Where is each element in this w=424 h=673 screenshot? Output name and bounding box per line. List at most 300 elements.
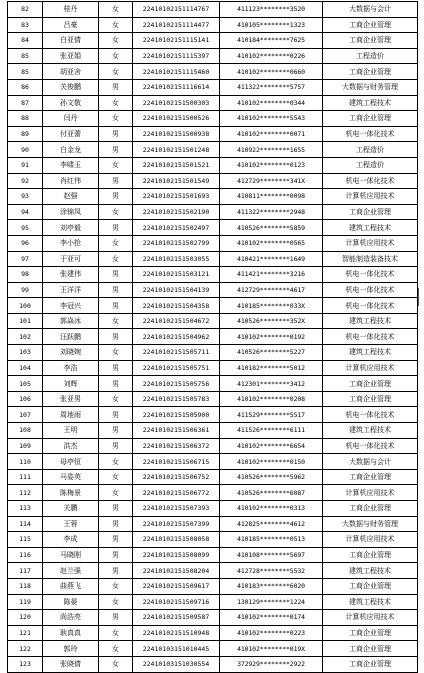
major-cell: 建筑工程技术 xyxy=(323,220,418,236)
sex-cell: 女 xyxy=(99,204,133,220)
major-cell: 工程造价 xyxy=(323,48,418,64)
name-cell: 王蓉 xyxy=(43,516,99,532)
student-roster-table xyxy=(7,1,418,673)
sex-cell: 女 xyxy=(99,345,133,361)
name-cell: 郭玲 xyxy=(43,641,99,657)
row-number-cell: 95 xyxy=(8,220,43,236)
student-id-cell: 22410102151506752 xyxy=(133,469,220,485)
id-card-cell: 412729********341X xyxy=(220,173,323,189)
id-card-cell: 410102********0565 xyxy=(220,235,323,251)
major-cell: 工商企业管理 xyxy=(323,625,418,641)
name-cell: 赵兰强 xyxy=(43,563,99,579)
row-number-cell: 109 xyxy=(8,438,43,454)
sex-cell: 女 xyxy=(99,95,133,111)
sex-cell: 男 xyxy=(99,407,133,423)
name-cell: 母亭恒 xyxy=(43,454,99,470)
sex-cell: 女 xyxy=(99,454,133,470)
row-number-cell: 112 xyxy=(8,485,43,501)
table-row xyxy=(8,594,418,610)
table-row xyxy=(8,204,418,220)
row-number-cell: 123 xyxy=(8,656,43,672)
row-number-cell: 91 xyxy=(8,157,43,173)
name-cell: 王明 xyxy=(43,423,99,439)
table-row xyxy=(8,438,418,454)
id-card-cell: 410102********6654 xyxy=(220,438,323,454)
student-id-cell: 22410102151501248 xyxy=(133,142,220,158)
major-cell: 工商企业管理 xyxy=(323,469,418,485)
table-row xyxy=(8,298,418,314)
id-card-cell: 412301********3412 xyxy=(220,376,323,392)
major-cell: 大数据与财务管理 xyxy=(323,516,418,532)
name-cell: 付亚蕾 xyxy=(43,126,99,142)
sex-cell: 女 xyxy=(99,2,133,18)
name-cell: 吕豪 xyxy=(43,17,99,33)
student-id-cell: 22410102151505900 xyxy=(133,407,220,423)
table-row xyxy=(8,376,418,392)
major-cell: 机电一体化技术 xyxy=(323,438,418,454)
student-id-cell: 22410102151115460 xyxy=(133,64,220,80)
sex-cell: 男 xyxy=(99,126,133,142)
sex-cell: 女 xyxy=(99,313,133,329)
row-number-cell: 99 xyxy=(8,282,43,298)
major-cell: 工商企业管理 xyxy=(323,111,418,127)
sex-cell: 男 xyxy=(99,329,133,345)
table-row xyxy=(8,532,418,548)
student-id-cell: 22410102151506372 xyxy=(133,438,220,454)
sex-cell: 女 xyxy=(99,235,133,251)
table-row xyxy=(8,189,418,205)
row-number-cell: 114 xyxy=(8,516,43,532)
student-id-cell: 22410102151503121 xyxy=(133,267,220,283)
table-row xyxy=(8,48,418,64)
student-id-cell: 22410102151508099 xyxy=(133,547,220,563)
row-number-cell: 85 xyxy=(8,64,43,80)
major-cell: 建筑工程技术 xyxy=(323,563,418,579)
table-row xyxy=(8,329,418,345)
major-cell: 工商企业管理 xyxy=(323,64,418,80)
row-number-cell: 102 xyxy=(8,329,43,345)
row-number-cell: 119 xyxy=(8,594,43,610)
sex-cell: 女 xyxy=(99,157,133,173)
major-cell: 工商企业管理 xyxy=(323,501,418,517)
id-card-cell: 410102********0208 xyxy=(220,391,323,407)
student-id-cell: 22410102151500526 xyxy=(133,111,220,127)
student-id-cell: 22410102151501521 xyxy=(133,157,220,173)
row-number-cell: 106 xyxy=(8,391,43,407)
table-row xyxy=(8,454,418,470)
sex-cell: 女 xyxy=(99,391,133,407)
major-cell: 计算机应用技术 xyxy=(323,235,418,251)
sex-cell: 男 xyxy=(99,189,133,205)
id-card-cell: 411526********6111 xyxy=(220,423,323,439)
row-number-cell: 89 xyxy=(8,126,43,142)
name-cell: 关鹏 xyxy=(43,501,99,517)
id-card-cell: 410182********5012 xyxy=(220,360,323,376)
sex-cell: 男 xyxy=(99,282,133,298)
row-number-cell: 83 xyxy=(8,17,43,33)
table-row xyxy=(8,142,418,158)
name-cell: 刘亭毅 xyxy=(43,220,99,236)
id-card-cell: 410526********5962 xyxy=(220,469,323,485)
name-cell: 刘辉 xyxy=(43,376,99,392)
name-cell: 桂丹 xyxy=(43,2,99,18)
sex-cell: 男 xyxy=(99,438,133,454)
table-row xyxy=(8,407,418,423)
sex-cell: 女 xyxy=(99,64,133,80)
id-card-cell: 412728********5532 xyxy=(220,563,323,579)
major-cell: 工商企业管理 xyxy=(323,656,418,672)
major-cell: 大数据与财务管理 xyxy=(323,79,418,95)
student-id-cell: 22410102151510948 xyxy=(133,625,220,641)
table-row xyxy=(8,423,418,439)
row-number-cell: 122 xyxy=(8,641,43,657)
sex-cell: 男 xyxy=(99,423,133,439)
row-number-cell: 82 xyxy=(8,2,43,18)
table-row xyxy=(8,235,418,251)
student-id-cell: 22410102151505711 xyxy=(133,345,220,361)
row-number-cell: 105 xyxy=(8,376,43,392)
id-card-cell: 410526********5227 xyxy=(220,345,323,361)
name-cell: 李冠兴 xyxy=(43,298,99,314)
id-card-cell: 410922********1655 xyxy=(220,142,323,158)
student-id-cell: 22410102151507399 xyxy=(133,516,220,532)
major-cell: 工商企业管理 xyxy=(323,547,418,563)
table-row xyxy=(8,641,418,657)
id-card-cell: 411421********3216 xyxy=(220,267,323,283)
major-cell: 工商企业管理 xyxy=(323,204,418,220)
table-row xyxy=(8,220,418,236)
major-cell: 计算机应用技术 xyxy=(323,360,418,376)
sex-cell: 女 xyxy=(99,469,133,485)
major-cell: 工商企业管理 xyxy=(323,391,418,407)
major-cell: 建筑工程技术 xyxy=(323,345,418,361)
row-number-cell: 98 xyxy=(8,267,43,283)
id-card-cell: 411322********2948 xyxy=(220,204,323,220)
name-cell: 肖红伟 xyxy=(43,173,99,189)
student-id-cell: 22410102151115397 xyxy=(133,48,220,64)
row-number-cell: 120 xyxy=(8,610,43,626)
sex-cell: 男 xyxy=(99,501,133,517)
student-id-cell: 22410102151506361 xyxy=(133,423,220,439)
table-row xyxy=(8,17,418,33)
table-row xyxy=(8,251,418,267)
name-cell: 耿真真 xyxy=(43,625,99,641)
id-card-cell: 410102********0071 xyxy=(220,126,323,142)
name-cell: 洪杰 xyxy=(43,438,99,454)
major-cell: 工商企业管理 xyxy=(323,641,418,657)
name-cell: 周地雨 xyxy=(43,407,99,423)
name-cell: 关俊鹏 xyxy=(43,79,99,95)
major-cell: 计算机应用技术 xyxy=(323,532,418,548)
table-row xyxy=(8,345,418,361)
name-cell: 陈晏 xyxy=(43,594,99,610)
major-cell: 机电一体化技术 xyxy=(323,173,418,189)
name-cell: 刘晓婉 xyxy=(43,345,99,361)
row-number-cell: 110 xyxy=(8,454,43,470)
row-number-cell: 116 xyxy=(8,547,43,563)
row-number-cell: 115 xyxy=(8,532,43,548)
name-cell: 曲燕飞 xyxy=(43,578,99,594)
table-row xyxy=(8,282,418,298)
sex-cell: 女 xyxy=(99,33,133,49)
sex-cell: 女 xyxy=(99,641,133,657)
major-cell: 工程造价 xyxy=(323,157,418,173)
table-row xyxy=(8,157,418,173)
student-id-cell: 22410102151508058 xyxy=(133,532,220,548)
student-id-cell: 22410102151500303 xyxy=(133,95,220,111)
student-id-cell: 22410102151507393 xyxy=(133,501,220,517)
id-card-cell: 410102********0313 xyxy=(220,501,323,517)
sex-cell: 女 xyxy=(99,17,133,33)
name-cell: 郭焱冰 xyxy=(43,313,99,329)
student-id-cell: 22410102151501549 xyxy=(133,173,220,189)
id-card-cell: 412729********4617 xyxy=(220,282,323,298)
row-number-cell: 84 xyxy=(8,33,43,49)
name-cell: 李啸玉 xyxy=(43,157,99,173)
table-row xyxy=(8,360,418,376)
major-cell: 工程造价 xyxy=(323,142,418,158)
major-cell: 机电一体化技术 xyxy=(323,267,418,283)
row-number-cell: 103 xyxy=(8,345,43,361)
major-cell: 大数据与会计 xyxy=(323,2,418,18)
id-card-cell: 410102********0660 xyxy=(220,64,323,80)
major-cell: 工商企业管理 xyxy=(323,578,418,594)
row-number-cell: 100 xyxy=(8,298,43,314)
student-id-cell: 22410102151504672 xyxy=(133,313,220,329)
student-id-cell: 22410102151504358 xyxy=(133,298,220,314)
table-row xyxy=(8,111,418,127)
name-cell: 李成 xyxy=(43,532,99,548)
name-cell: 孙文敬 xyxy=(43,95,99,111)
major-cell: 计算机应用技术 xyxy=(323,485,418,501)
student-id-cell: 22410102151505751 xyxy=(133,360,220,376)
row-number-cell: 108 xyxy=(8,423,43,439)
student-id-cell: 22410102151502190 xyxy=(133,204,220,220)
major-cell: 工商企业管理 xyxy=(323,33,418,49)
name-cell: 张亚男 xyxy=(43,391,99,407)
student-id-cell: 22410102151502497 xyxy=(133,220,220,236)
student-id-cell: 22410102151508204 xyxy=(133,563,220,579)
sex-cell: 男 xyxy=(99,267,133,283)
student-id-cell: 22410102151501693 xyxy=(133,189,220,205)
major-cell: 工商企业管理 xyxy=(323,376,418,392)
row-number-cell: 93 xyxy=(8,189,43,205)
table-row xyxy=(8,516,418,532)
major-cell: 机电一体化技术 xyxy=(323,126,418,142)
row-number-cell: 104 xyxy=(8,360,43,376)
row-number-cell: 101 xyxy=(8,313,43,329)
id-card-cell: 410183********6020 xyxy=(220,578,323,594)
student-id-cell: 22410103151010445 xyxy=(133,641,220,657)
student-id-cell: 22410102151116614 xyxy=(133,79,220,95)
student-id-cell: 22410102151504139 xyxy=(133,282,220,298)
table-row xyxy=(8,2,418,18)
table-row xyxy=(8,64,418,80)
major-cell: 建筑工程技术 xyxy=(323,95,418,111)
id-card-cell: 410811********0098 xyxy=(220,189,323,205)
id-card-cell: 410185********0513 xyxy=(220,532,323,548)
id-card-cell: 410421********1649 xyxy=(220,251,323,267)
sex-cell: 女 xyxy=(99,594,133,610)
id-card-cell: 410184********7625 xyxy=(220,33,323,49)
name-cell: 于亚可 xyxy=(43,251,99,267)
id-card-cell: 411322********5757 xyxy=(220,79,323,95)
row-number-cell: 94 xyxy=(8,204,43,220)
table-row xyxy=(8,610,418,626)
table-row xyxy=(8,563,418,579)
student-id-cell: 22410102151505756 xyxy=(133,376,220,392)
sex-cell: 女 xyxy=(99,485,133,501)
major-cell: 建筑工程技术 xyxy=(323,594,418,610)
student-id-cell: 22410102151500938 xyxy=(133,126,220,142)
student-id-cell: 22410102151506715 xyxy=(133,454,220,470)
table-row xyxy=(8,313,418,329)
table-row xyxy=(8,267,418,283)
table-row xyxy=(8,33,418,49)
id-card-cell: 372929********2922 xyxy=(220,656,323,672)
sex-cell: 男 xyxy=(99,563,133,579)
page-edge-mark xyxy=(418,288,419,306)
name-cell: 陈梅景 xyxy=(43,485,99,501)
row-number-cell: 90 xyxy=(8,142,43,158)
sex-cell: 男 xyxy=(99,220,133,236)
table-row xyxy=(8,485,418,501)
roster-body xyxy=(8,2,418,673)
name-cell: 白亚倩 xyxy=(43,33,99,49)
row-number-cell: 107 xyxy=(8,407,43,423)
table-row xyxy=(8,501,418,517)
student-id-cell: 22410102151504962 xyxy=(133,329,220,345)
table-row xyxy=(8,391,418,407)
sex-cell: 男 xyxy=(99,360,133,376)
name-cell: 李小抢 xyxy=(43,235,99,251)
row-number-cell: 97 xyxy=(8,251,43,267)
row-number-cell: 87 xyxy=(8,95,43,111)
student-id-cell: 22410102151502799 xyxy=(133,235,220,251)
sex-cell: 男 xyxy=(99,173,133,189)
name-cell: 涂锦凤 xyxy=(43,204,99,220)
major-cell: 计算机应用技术 xyxy=(323,189,418,205)
sex-cell: 男 xyxy=(99,532,133,548)
name-cell: 王洋洋 xyxy=(43,282,99,298)
id-card-cell: 410102********019X xyxy=(220,641,323,657)
major-cell: 智能制造装备技术 xyxy=(323,251,418,267)
id-card-cell: 410102********0192 xyxy=(220,329,323,345)
id-card-cell: 411529********5517 xyxy=(220,407,323,423)
id-card-cell: 410102********0174 xyxy=(220,610,323,626)
name-cell: 闫丹 xyxy=(43,111,99,127)
row-number-cell: 118 xyxy=(8,578,43,594)
row-number-cell: 88 xyxy=(8,111,43,127)
row-number-cell: 85 xyxy=(8,48,43,64)
major-cell: 机电一体化技术 xyxy=(323,282,418,298)
sex-cell: 男 xyxy=(99,376,133,392)
id-card-cell: 410526********5859 xyxy=(220,220,323,236)
row-number-cell: 121 xyxy=(8,625,43,641)
row-number-cell: 111 xyxy=(8,469,43,485)
id-card-cell: 410102********0226 xyxy=(220,48,323,64)
row-number-cell: 96 xyxy=(8,235,43,251)
student-id-cell: 22410102151509617 xyxy=(133,578,220,594)
row-number-cell: 117 xyxy=(8,563,43,579)
row-number-cell: 86 xyxy=(8,79,43,95)
id-card-cell: 410102********0223 xyxy=(220,625,323,641)
id-card-cell: 411123********3520 xyxy=(220,2,323,18)
table-row xyxy=(8,625,418,641)
student-id-cell: 22410102151114477 xyxy=(133,17,220,33)
sex-cell: 女 xyxy=(99,578,133,594)
major-cell: 建筑工程技术 xyxy=(323,313,418,329)
student-id-cell: 22410102151505783 xyxy=(133,391,220,407)
id-card-cell: 410526********6087 xyxy=(220,485,323,501)
id-card-cell: 410102********0123 xyxy=(220,157,323,173)
sex-cell: 男 xyxy=(99,516,133,532)
id-card-cell: 410105********1323 xyxy=(220,17,323,33)
sex-cell: 男 xyxy=(99,610,133,626)
table-row xyxy=(8,469,418,485)
name-cell: 尚浩亮 xyxy=(43,610,99,626)
sex-cell: 女 xyxy=(99,625,133,641)
sex-cell: 女 xyxy=(99,656,133,672)
name-cell: 汪跃鹏 xyxy=(43,329,99,345)
id-card-cell: 410102********0150 xyxy=(220,454,323,470)
student-id-cell: 22410103151030554 xyxy=(133,656,220,672)
student-id-cell: 22410102151509716 xyxy=(133,594,220,610)
name-cell: 马姿英 xyxy=(43,469,99,485)
row-number-cell: 92 xyxy=(8,173,43,189)
name-cell: 李浩 xyxy=(43,360,99,376)
id-card-cell: 410102********0344 xyxy=(220,95,323,111)
sex-cell: 女 xyxy=(99,48,133,64)
id-card-cell: 410102********5543 xyxy=(220,111,323,127)
name-cell: 白金龙 xyxy=(43,142,99,158)
row-number-cell: 113 xyxy=(8,501,43,517)
major-cell: 计算机应用技术 xyxy=(323,610,418,626)
table-row xyxy=(8,126,418,142)
sex-cell: 男 xyxy=(99,298,133,314)
id-card-cell: 410108********5697 xyxy=(220,547,323,563)
student-id-cell: 22410102151506772 xyxy=(133,485,220,501)
table-row xyxy=(8,79,418,95)
student-id-cell: 22410102151114767 xyxy=(133,2,220,18)
table-row xyxy=(8,547,418,563)
name-cell: 张建伟 xyxy=(43,267,99,283)
major-cell: 机电一体化技术 xyxy=(323,407,418,423)
sex-cell: 男 xyxy=(99,547,133,563)
name-cell: 张晓倩 xyxy=(43,656,99,672)
major-cell: 机电一体化技术 xyxy=(323,298,418,314)
table-row xyxy=(8,656,418,672)
student-id-cell: 22410102151509587 xyxy=(133,610,220,626)
sex-cell: 女 xyxy=(99,251,133,267)
student-id-cell: 22410102151115141 xyxy=(133,33,220,49)
name-cell: 马晓刚 xyxy=(43,547,99,563)
sex-cell: 男 xyxy=(99,142,133,158)
table-row xyxy=(8,578,418,594)
major-cell: 建筑工程技术 xyxy=(323,423,418,439)
student-id-cell: 22410102151503055 xyxy=(133,251,220,267)
sex-cell: 男 xyxy=(99,79,133,95)
name-cell: 赵强 xyxy=(43,189,99,205)
id-card-cell: 410526********352X xyxy=(220,313,323,329)
name-cell: 胡亚舍 xyxy=(43,64,99,80)
id-card-cell: 410185********033X xyxy=(220,298,323,314)
name-cell: 张亚娟 xyxy=(43,48,99,64)
id-card-cell: 130129********1224 xyxy=(220,594,323,610)
sex-cell: 女 xyxy=(99,111,133,127)
table-row xyxy=(8,173,418,189)
table-row xyxy=(8,95,418,111)
